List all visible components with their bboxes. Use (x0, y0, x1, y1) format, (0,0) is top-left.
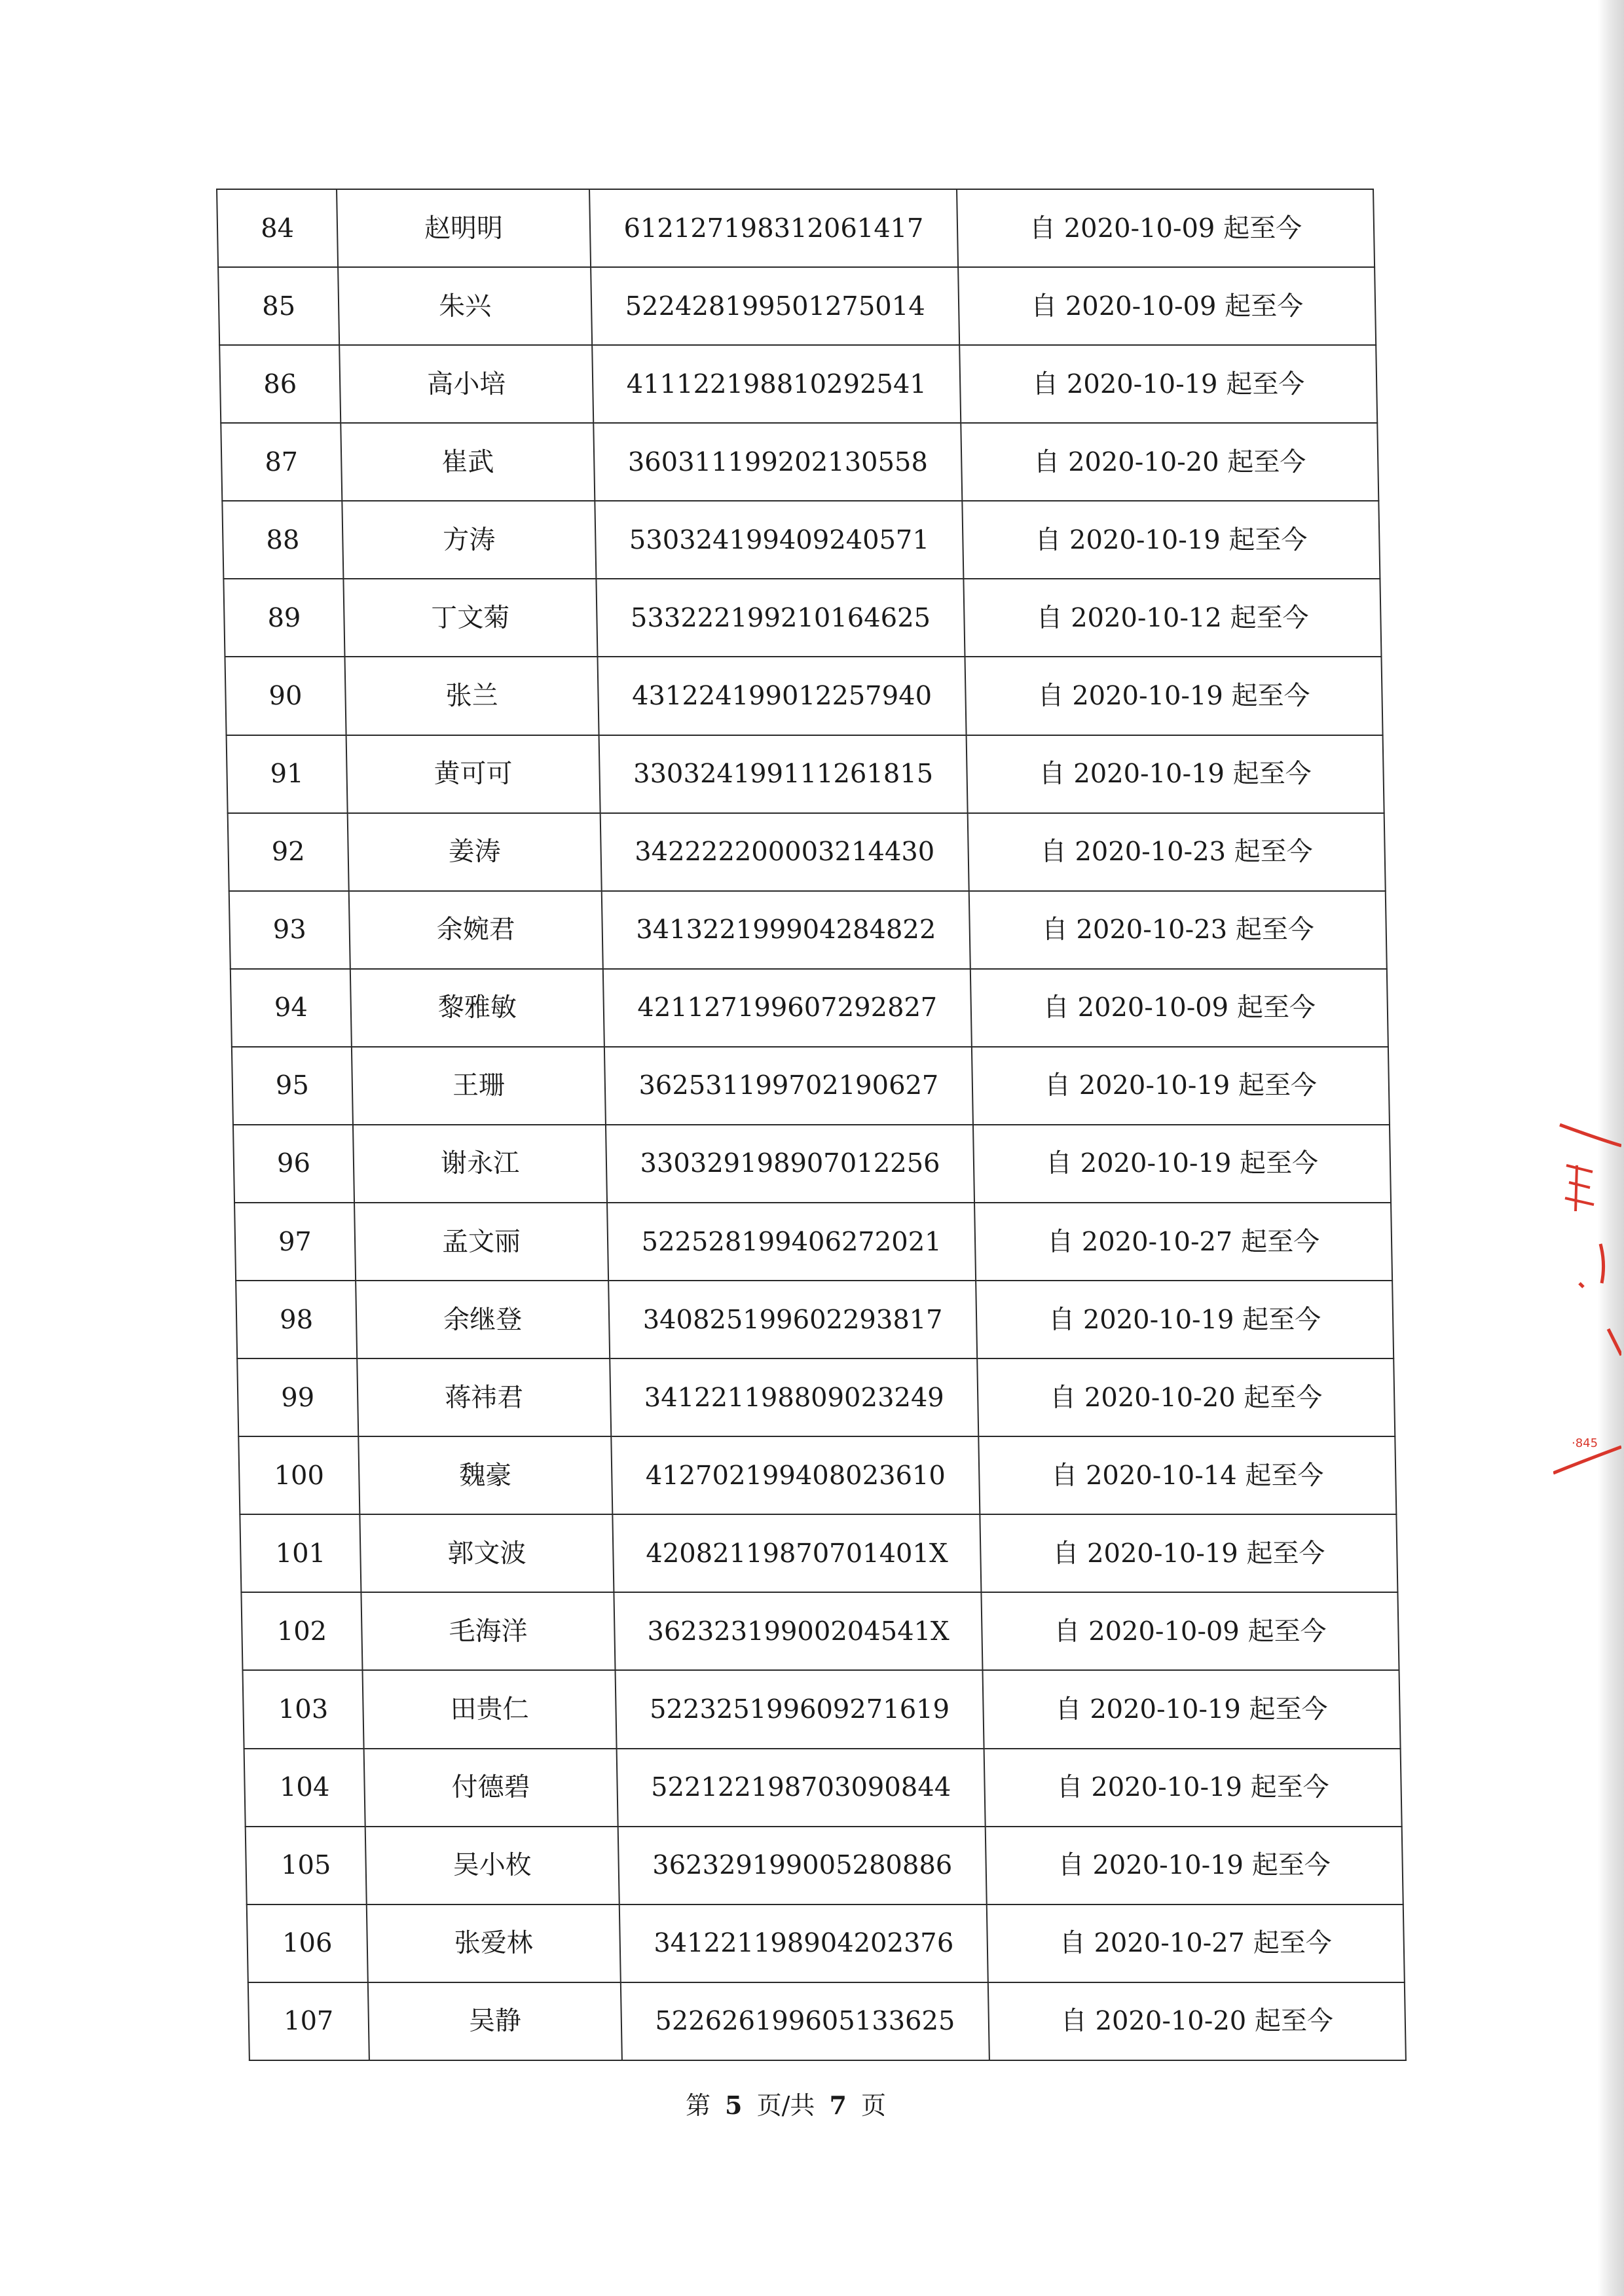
table-row (225, 657, 1382, 735)
name-cell: 朱兴 (338, 267, 592, 345)
employment-period-cell: 自 2020-10-19 起至今 (976, 1281, 1393, 1358)
id-number-cell: 533222199210164625 (596, 579, 965, 657)
footer-suffix: 页 (861, 2091, 887, 2120)
table-row (223, 579, 1381, 657)
id-number-cell: 412702199408023610 (611, 1436, 980, 1514)
current-page-number: 5 (725, 2090, 743, 2120)
id-number-cell: 522626199605133625 (621, 1982, 989, 2060)
footer-middle: 页/共 (756, 2091, 815, 2120)
id-number-cell: 362531199702190627 (604, 1047, 973, 1125)
employment-period-cell: 自 2020-10-19 起至今 (973, 1125, 1391, 1203)
row-number-cell: 90 (225, 657, 346, 735)
total-page-number: 7 (829, 2090, 847, 2120)
id-number-cell: 342222200003214430 (600, 813, 969, 891)
employment-period-cell: 自 2020-10-19 起至今 (972, 1047, 1390, 1125)
row-number-cell: 104 (244, 1749, 365, 1827)
name-cell: 吴静 (368, 1982, 622, 2060)
employment-period-cell: 自 2020-10-23 起至今 (969, 891, 1387, 969)
name-cell: 魏豪 (358, 1436, 612, 1514)
name-cell: 郭文波 (360, 1514, 614, 1592)
id-number-cell: 330329198907012256 (606, 1125, 974, 1203)
id-number-cell: 522122198703090844 (617, 1749, 986, 1827)
employment-period-cell: 自 2020-10-23 起至今 (968, 813, 1386, 891)
id-number-cell: 36232319900204541X (614, 1592, 982, 1670)
row-number-cell: 95 (232, 1047, 353, 1125)
row-number-cell: 103 (243, 1670, 364, 1748)
table-row (232, 1047, 1390, 1125)
id-number-cell: 341322199904284822 (602, 891, 970, 969)
id-number-cell: 340825199602293817 (608, 1281, 977, 1358)
table-row (241, 1592, 1399, 1670)
name-cell: 黄可可 (346, 735, 600, 813)
table-row (244, 1749, 1402, 1827)
row-number-cell: 85 (218, 267, 339, 345)
name-cell: 高小培 (339, 345, 593, 423)
name-cell: 方涛 (342, 501, 596, 579)
row-number-cell: 99 (237, 1358, 358, 1436)
table-row (234, 1203, 1392, 1281)
row-number-cell: 92 (228, 813, 349, 891)
row-number-cell: 97 (234, 1203, 356, 1281)
employment-period-cell: 自 2020-10-19 起至今 (980, 1514, 1397, 1592)
table-row (229, 891, 1387, 969)
row-number-cell: 100 (238, 1436, 360, 1514)
table-row (231, 969, 1388, 1047)
page-number-footer (0, 2085, 1572, 2121)
row-number-cell: 106 (247, 1904, 368, 1982)
employment-period-cell: 自 2020-10-27 起至今 (987, 1904, 1405, 1982)
seal-fragment-text: ·845 (1572, 1436, 1598, 1450)
row-number-cell: 86 (219, 345, 341, 423)
row-number-cell: 84 (217, 189, 338, 267)
id-number-cell: 411122198810292541 (592, 345, 961, 423)
table-row (227, 735, 1384, 813)
employment-period-cell: 自 2020-10-27 起至今 (974, 1203, 1392, 1281)
row-number-cell: 93 (229, 891, 350, 969)
table-row (238, 1436, 1396, 1514)
employment-period-cell: 自 2020-10-19 起至今 (967, 735, 1384, 813)
row-number-cell: 102 (241, 1592, 362, 1670)
table-row (240, 1514, 1397, 1592)
name-cell: 赵明明 (337, 189, 591, 267)
row-number-cell: 87 (221, 423, 342, 501)
id-number-cell: 362329199005280886 (618, 1827, 987, 1904)
record-table (216, 189, 1407, 2061)
seal-strokes (1553, 1125, 1621, 1473)
table-row (219, 345, 1377, 423)
id-number-cell: 421127199607292827 (603, 969, 972, 1047)
employment-period-cell: 自 2020-10-14 起至今 (978, 1436, 1396, 1514)
employment-period-cell: 自 2020-10-20 起至今 (977, 1358, 1395, 1436)
footer-prefix: 第 (685, 2091, 710, 2120)
table-row (236, 1281, 1393, 1358)
name-cell: 丁文菊 (343, 579, 597, 657)
table-row (246, 1827, 1403, 1904)
table-row (237, 1358, 1395, 1436)
red-seal-fragment (1553, 1120, 1621, 1486)
row-number-cell: 91 (227, 735, 348, 813)
name-cell: 余继登 (356, 1281, 610, 1358)
table-row (221, 423, 1378, 501)
id-number-cell: 341221198904202376 (619, 1904, 988, 1982)
name-cell: 黎雅敏 (350, 969, 604, 1047)
employment-period-cell: 自 2020-10-09 起至今 (958, 267, 1376, 345)
id-number-cell: 612127198312061417 (589, 189, 958, 267)
employment-period-cell: 自 2020-10-19 起至今 (965, 657, 1382, 735)
table-row (247, 1904, 1405, 1982)
table-row (248, 1982, 1406, 2060)
record-table-body (217, 189, 1406, 2060)
id-number-cell: 431224199012257940 (597, 657, 966, 735)
id-number-cell: 42082119870701401X (612, 1514, 981, 1592)
employment-period-cell: 自 2020-10-19 起至今 (983, 1670, 1401, 1748)
table-row (222, 501, 1380, 579)
name-cell: 蒋祎君 (357, 1358, 611, 1436)
employment-period-cell: 自 2020-10-20 起至今 (961, 423, 1378, 501)
id-number-cell: 330324199111261815 (599, 735, 968, 813)
employment-period-cell: 自 2020-10-09 起至今 (970, 969, 1388, 1047)
name-cell: 田贵仁 (363, 1670, 617, 1748)
row-number-cell: 98 (236, 1281, 357, 1358)
name-cell: 王珊 (352, 1047, 606, 1125)
name-cell: 毛海洋 (361, 1592, 615, 1670)
name-cell: 张兰 (344, 657, 599, 735)
name-cell: 付德碧 (364, 1749, 618, 1827)
name-cell: 余婉君 (349, 891, 603, 969)
id-number-cell: 360311199202130558 (593, 423, 962, 501)
row-number-cell: 88 (222, 501, 343, 579)
employment-period-cell: 自 2020-10-09 起至今 (957, 189, 1375, 267)
employment-period-cell: 自 2020-10-19 起至今 (962, 501, 1380, 579)
row-number-cell: 107 (248, 1982, 369, 2060)
table-row (228, 813, 1386, 891)
row-number-cell: 96 (233, 1125, 354, 1203)
employment-period-cell: 自 2020-10-19 起至今 (984, 1749, 1402, 1827)
id-number-cell: 522428199501275014 (591, 267, 959, 345)
name-cell: 吴小枚 (365, 1827, 619, 1904)
employment-period-cell: 自 2020-10-19 起至今 (959, 345, 1377, 423)
row-number-cell: 105 (246, 1827, 367, 1904)
name-cell: 孟文丽 (354, 1203, 608, 1281)
name-cell: 姜涛 (348, 813, 602, 891)
table-row (218, 267, 1376, 345)
row-number-cell: 89 (223, 579, 344, 657)
table-row (233, 1125, 1391, 1203)
id-number-cell: 530324199409240571 (595, 501, 963, 579)
name-cell: 谢永江 (353, 1125, 607, 1203)
id-number-cell: 341221198809023249 (610, 1358, 978, 1436)
employment-period-cell: 自 2020-10-12 起至今 (963, 579, 1381, 657)
row-number-cell: 101 (240, 1514, 361, 1592)
name-cell: 张爱林 (367, 1904, 621, 1982)
id-number-cell: 522528199406272021 (607, 1203, 976, 1281)
employment-period-cell: 自 2020-10-19 起至今 (986, 1827, 1403, 1904)
table-row (243, 1670, 1401, 1748)
name-cell: 崔武 (341, 423, 595, 501)
row-number-cell: 94 (231, 969, 352, 1047)
id-number-cell: 522325199609271619 (616, 1670, 984, 1748)
employment-period-cell: 自 2020-10-20 起至今 (988, 1982, 1406, 2060)
table-row (217, 189, 1375, 267)
employment-period-cell: 自 2020-10-09 起至今 (981, 1592, 1399, 1670)
